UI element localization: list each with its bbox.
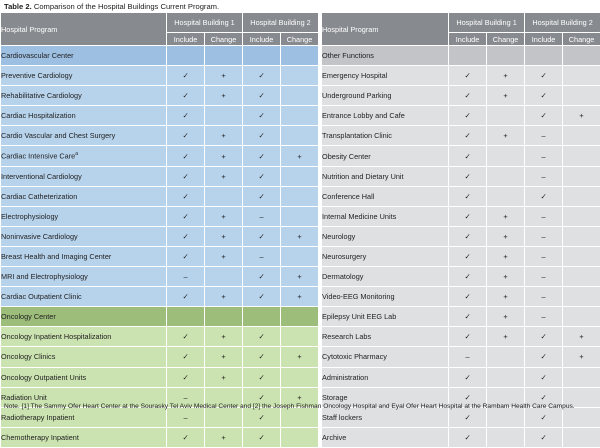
b2-include-cell: ✓ bbox=[243, 66, 281, 86]
program-name bbox=[322, 106, 449, 126]
program-name bbox=[322, 427, 449, 447]
program-label: Dermatology bbox=[322, 272, 363, 281]
b2-change-cell: + bbox=[281, 347, 319, 367]
b1-include-cell: ✓ bbox=[167, 226, 205, 246]
b1-include-cell: ✓ bbox=[167, 367, 205, 387]
b1-change-cell: + bbox=[487, 307, 525, 327]
program-name bbox=[322, 287, 449, 307]
program-label: Internal Medicine Units bbox=[322, 212, 396, 221]
program-name bbox=[322, 307, 449, 327]
b1-change-cell: + bbox=[205, 287, 243, 307]
b2-include-cell: ✓ bbox=[525, 66, 563, 86]
program-label: Video-EEG Monitoring bbox=[322, 292, 394, 301]
program-label: Transplantation Clinic bbox=[322, 131, 392, 140]
b1-change-cell: + bbox=[487, 267, 525, 287]
header-program-left: Hospital Program bbox=[1, 13, 167, 46]
b2-change-cell bbox=[281, 66, 319, 86]
table-row bbox=[1, 106, 600, 126]
header-include: Include bbox=[525, 33, 563, 46]
program-name bbox=[322, 206, 449, 226]
b2-change-cell bbox=[281, 166, 319, 186]
table-row bbox=[1, 166, 600, 186]
b1-change-cell: + bbox=[487, 327, 525, 347]
b2-change-cell bbox=[281, 186, 319, 206]
b1-change-cell: + bbox=[205, 146, 243, 166]
b2-include-cell: ✓ bbox=[525, 407, 563, 427]
b2-change-cell: + bbox=[563, 347, 600, 367]
header-building-2-right: Hospital Building 2 bbox=[525, 13, 600, 33]
b1-include-cell: ✓ bbox=[449, 86, 487, 106]
b1-include-cell: ✓ bbox=[449, 307, 487, 327]
b2-change-cell bbox=[563, 307, 600, 327]
section-heading bbox=[322, 46, 449, 66]
table-row bbox=[1, 427, 600, 447]
b1-include-cell: ✓ bbox=[449, 246, 487, 266]
program-label: Oncology Inpatient Hospitalization bbox=[1, 332, 111, 341]
table-label: Table 2. bbox=[4, 2, 32, 11]
program-name bbox=[1, 126, 167, 146]
b2-change-cell: + bbox=[281, 146, 319, 166]
table-row bbox=[1, 327, 600, 347]
b2-change-cell: + bbox=[281, 387, 319, 407]
program-label: Other Functions bbox=[322, 51, 374, 60]
b1-include-cell bbox=[449, 46, 487, 66]
header-building-1-left: Hospital Building 1 bbox=[167, 13, 243, 33]
program-label: Research Labs bbox=[322, 332, 371, 341]
b2-change-cell bbox=[281, 126, 319, 146]
program-name bbox=[1, 246, 167, 266]
program-label: Electrophysiology bbox=[1, 212, 58, 221]
header-include: Include bbox=[243, 33, 281, 46]
b2-include-cell: – bbox=[525, 226, 563, 246]
b2-include-cell: ✓ bbox=[243, 126, 281, 146]
program-name bbox=[322, 86, 449, 106]
b1-change-cell bbox=[205, 307, 243, 327]
program-name bbox=[1, 347, 167, 367]
program-label: Interventional Cardiology bbox=[1, 172, 82, 181]
table-note: Note. [1] The Sammy Ofer Heart Center at the Sourasky Tel Aviv Medical Center and [2] the Joseph Fishman Oncology Hospital and Eyal Ofer Heart Hospital at the Rambam Health Care Campus. bbox=[4, 402, 594, 411]
program-name bbox=[322, 166, 449, 186]
b1-include-cell: ✓ bbox=[167, 146, 205, 166]
program-label: Cardiac Intensive Care bbox=[1, 152, 75, 161]
program-name bbox=[1, 186, 167, 206]
program-label: Entrance Lobby and Cafe bbox=[322, 111, 405, 120]
b2-include-cell: ✓ bbox=[525, 427, 563, 447]
b2-change-cell bbox=[563, 126, 600, 146]
b2-change-cell bbox=[563, 226, 600, 246]
program-name bbox=[1, 226, 167, 246]
b1-include-cell: ✓ bbox=[449, 126, 487, 146]
table-row bbox=[1, 66, 600, 86]
b2-change-cell bbox=[563, 186, 600, 206]
b1-include-cell: ✓ bbox=[449, 66, 487, 86]
b1-change-cell bbox=[487, 186, 525, 206]
b2-change-cell bbox=[281, 206, 319, 226]
b1-change-cell: + bbox=[205, 86, 243, 106]
b1-change-cell: + bbox=[205, 66, 243, 86]
program-name bbox=[1, 287, 167, 307]
b1-include-cell: ✓ bbox=[449, 166, 487, 186]
program-label: Cardiac Catheterization bbox=[1, 192, 77, 201]
b2-change-cell bbox=[281, 327, 319, 347]
b1-include-cell: ✓ bbox=[167, 427, 205, 447]
b1-include-cell: ✓ bbox=[449, 387, 487, 407]
b1-change-cell: + bbox=[205, 206, 243, 226]
header-include: Include bbox=[449, 33, 487, 46]
table-row bbox=[1, 46, 600, 66]
b1-change-cell bbox=[487, 427, 525, 447]
program-name bbox=[1, 206, 167, 226]
b2-change-cell: + bbox=[563, 327, 600, 347]
b1-change-cell bbox=[487, 166, 525, 186]
program-name bbox=[322, 146, 449, 166]
b2-change-cell bbox=[281, 427, 319, 447]
header-change: Change bbox=[205, 33, 243, 46]
program-label: Oncology Center bbox=[1, 312, 56, 321]
b1-include-cell: ✓ bbox=[449, 327, 487, 347]
program-name bbox=[1, 267, 167, 287]
b2-include-cell: – bbox=[525, 126, 563, 146]
program-name bbox=[1, 427, 167, 447]
b2-include-cell bbox=[243, 307, 281, 327]
program-label: Nutrition and Dietary Unit bbox=[322, 172, 404, 181]
b1-include-cell: ✓ bbox=[449, 226, 487, 246]
b2-include-cell: ✓ bbox=[525, 327, 563, 347]
b1-change-cell: + bbox=[205, 367, 243, 387]
b2-change-cell bbox=[563, 287, 600, 307]
b2-change-cell bbox=[563, 367, 600, 387]
b2-include-cell: – bbox=[243, 246, 281, 266]
b1-change-cell: + bbox=[487, 86, 525, 106]
b2-include-cell: ✓ bbox=[243, 387, 281, 407]
table-row bbox=[1, 126, 600, 146]
b2-change-cell: + bbox=[281, 287, 319, 307]
b2-include-cell bbox=[525, 46, 563, 66]
b2-change-cell bbox=[563, 66, 600, 86]
b1-change-cell: + bbox=[487, 246, 525, 266]
program-label: Cardio Vascular and Chest Surgery bbox=[1, 131, 115, 140]
b1-include-cell: ✓ bbox=[449, 267, 487, 287]
b2-include-cell: – bbox=[525, 146, 563, 166]
b1-include-cell: ✓ bbox=[167, 347, 205, 367]
b2-include-cell: ✓ bbox=[243, 327, 281, 347]
header-change: Change bbox=[487, 33, 525, 46]
b2-include-cell: ✓ bbox=[525, 106, 563, 126]
b2-include-cell: ✓ bbox=[243, 347, 281, 367]
program-label: Underground Parking bbox=[322, 91, 391, 100]
header-row bbox=[1, 13, 600, 33]
program-label: Staff lockers bbox=[322, 413, 362, 422]
b1-change-cell: + bbox=[487, 287, 525, 307]
b2-change-cell bbox=[281, 46, 319, 66]
b2-include-cell: – bbox=[525, 287, 563, 307]
b2-change-cell bbox=[563, 246, 600, 266]
program-label: Oncology Clinics bbox=[1, 352, 55, 361]
table-row bbox=[1, 267, 600, 287]
table-title: Comparison of the Hospital Buildings Current Program. bbox=[32, 2, 219, 11]
b1-include-cell: ✓ bbox=[167, 327, 205, 347]
b1-include-cell: ✓ bbox=[167, 246, 205, 266]
header-change: Change bbox=[563, 33, 600, 46]
b2-include-cell: – bbox=[525, 166, 563, 186]
b1-include-cell: – bbox=[167, 407, 205, 427]
b1-change-cell: + bbox=[205, 166, 243, 186]
b1-include-cell: ✓ bbox=[167, 206, 205, 226]
table-caption bbox=[4, 2, 219, 11]
program-label: Cytotoxic Pharmacy bbox=[322, 352, 387, 361]
b2-include-cell: – bbox=[525, 246, 563, 266]
program-name bbox=[1, 327, 167, 347]
program-name bbox=[322, 347, 449, 367]
b1-include-cell bbox=[167, 307, 205, 327]
b1-include-cell: ✓ bbox=[449, 186, 487, 206]
b2-change-cell bbox=[563, 146, 600, 166]
header-change: Change bbox=[281, 33, 319, 46]
b1-change-cell: + bbox=[205, 347, 243, 367]
b2-include-cell: – bbox=[525, 307, 563, 327]
table-row bbox=[1, 226, 600, 246]
program-label: Epilepsy Unit EEG Lab bbox=[322, 312, 396, 321]
b1-change-cell bbox=[205, 106, 243, 126]
b1-change-cell bbox=[205, 186, 243, 206]
b2-change-cell: + bbox=[281, 267, 319, 287]
b1-include-cell: ✓ bbox=[167, 86, 205, 106]
b1-include-cell: ✓ bbox=[449, 407, 487, 427]
table-row bbox=[1, 186, 600, 206]
footnote-marker: a bbox=[75, 151, 78, 157]
table-row bbox=[1, 246, 600, 266]
b1-change-cell: + bbox=[487, 226, 525, 246]
program-label: Rehabilitative Cardiology bbox=[1, 91, 82, 100]
b2-change-cell: + bbox=[281, 226, 319, 246]
b2-change-cell bbox=[563, 206, 600, 226]
program-label: Radiation Unit bbox=[1, 393, 47, 402]
b2-include-cell: ✓ bbox=[243, 427, 281, 447]
b1-change-cell: + bbox=[205, 126, 243, 146]
b2-change-cell bbox=[563, 86, 600, 106]
b1-change-cell bbox=[487, 347, 525, 367]
b2-include-cell: ✓ bbox=[243, 186, 281, 206]
program-name bbox=[322, 126, 449, 146]
b2-change-cell bbox=[281, 367, 319, 387]
program-label: Oncology Outpatient Units bbox=[1, 373, 86, 382]
b1-include-cell: ✓ bbox=[449, 206, 487, 226]
table-row bbox=[1, 347, 600, 367]
program-label: Archive bbox=[322, 433, 346, 442]
table-body bbox=[1, 13, 600, 448]
program-name bbox=[322, 66, 449, 86]
b2-include-cell: ✓ bbox=[243, 146, 281, 166]
b1-change-cell: + bbox=[487, 66, 525, 86]
table-row bbox=[1, 287, 600, 307]
b1-include-cell: ✓ bbox=[167, 186, 205, 206]
b1-include-cell: ✓ bbox=[449, 367, 487, 387]
program-label: Obesity Center bbox=[322, 152, 371, 161]
b1-change-cell bbox=[487, 106, 525, 126]
program-label: MRI and Electrophysiology bbox=[1, 272, 88, 281]
program-label: Cardiovascular Center bbox=[1, 51, 74, 60]
program-label: Conference Hall bbox=[322, 192, 374, 201]
b2-change-cell bbox=[563, 427, 600, 447]
table-row bbox=[1, 367, 600, 387]
table-row bbox=[1, 86, 600, 106]
program-name bbox=[1, 166, 167, 186]
b1-change-cell: + bbox=[205, 226, 243, 246]
header-building-1-right: Hospital Building 1 bbox=[449, 13, 525, 33]
b2-include-cell: ✓ bbox=[525, 186, 563, 206]
b2-include-cell: ✓ bbox=[525, 347, 563, 367]
b1-include-cell: ✓ bbox=[449, 427, 487, 447]
program-label: Neurology bbox=[322, 232, 355, 241]
b1-include-cell: – bbox=[167, 267, 205, 287]
b2-change-cell bbox=[563, 46, 600, 66]
program-label: Emergency Hospital bbox=[322, 71, 387, 80]
b1-include-cell: ✓ bbox=[167, 126, 205, 146]
b1-change-cell bbox=[205, 46, 243, 66]
b2-change-cell: + bbox=[563, 106, 600, 126]
b2-change-cell bbox=[281, 106, 319, 126]
program-name bbox=[322, 246, 449, 266]
program-label: Cardiac Outpatient Clinic bbox=[1, 292, 82, 301]
program-name bbox=[322, 327, 449, 347]
header-building-2-left: Hospital Building 2 bbox=[243, 13, 319, 33]
program-name bbox=[1, 367, 167, 387]
program-label: Cardiac Hospitalization bbox=[1, 111, 76, 120]
program-label: Radiotherapy Inpatient bbox=[1, 413, 74, 422]
comparison-table bbox=[0, 12, 600, 448]
b1-include-cell: ✓ bbox=[449, 106, 487, 126]
b2-include-cell: ✓ bbox=[243, 86, 281, 106]
b2-include-cell: ✓ bbox=[243, 226, 281, 246]
b1-include-cell: ✓ bbox=[167, 66, 205, 86]
b2-include-cell: ✓ bbox=[243, 367, 281, 387]
b2-include-cell: – bbox=[525, 206, 563, 226]
program-name bbox=[1, 146, 167, 166]
b2-change-cell bbox=[563, 267, 600, 287]
program-label: Chemotherapy Inpatient bbox=[1, 433, 79, 442]
b2-include-cell: – bbox=[525, 267, 563, 287]
table-row bbox=[1, 146, 600, 166]
b2-include-cell: ✓ bbox=[243, 267, 281, 287]
b1-include-cell: ✓ bbox=[167, 287, 205, 307]
b2-include-cell: ✓ bbox=[243, 166, 281, 186]
program-name bbox=[322, 367, 449, 387]
b1-include-cell: ✓ bbox=[449, 287, 487, 307]
program-name bbox=[1, 66, 167, 86]
b2-change-cell bbox=[281, 307, 319, 327]
program-label: Preventive Cardiology bbox=[1, 71, 72, 80]
section-heading bbox=[1, 307, 167, 327]
b1-change-cell bbox=[487, 46, 525, 66]
header-program-right: Hospital Program bbox=[322, 13, 449, 46]
b1-change-cell bbox=[487, 367, 525, 387]
b2-include-cell: ✓ bbox=[525, 367, 563, 387]
program-name bbox=[322, 226, 449, 246]
b2-include-cell: ✓ bbox=[243, 407, 281, 427]
b1-change-cell bbox=[205, 267, 243, 287]
program-name bbox=[322, 186, 449, 206]
b1-include-cell: ✓ bbox=[167, 166, 205, 186]
table-row bbox=[1, 307, 600, 327]
b2-include-cell: ✓ bbox=[243, 287, 281, 307]
program-name bbox=[322, 267, 449, 287]
program-name bbox=[1, 86, 167, 106]
b1-include-cell: ✓ bbox=[449, 146, 487, 166]
b1-include-cell: – bbox=[449, 347, 487, 367]
program-label: Administration bbox=[322, 373, 368, 382]
b2-include-cell: ✓ bbox=[525, 86, 563, 106]
b2-change-cell bbox=[281, 246, 319, 266]
b2-include-cell bbox=[243, 46, 281, 66]
b1-change-cell: + bbox=[487, 206, 525, 226]
b2-change-cell bbox=[281, 86, 319, 106]
program-label: Neurosurgery bbox=[322, 252, 366, 261]
b2-include-cell: – bbox=[243, 206, 281, 226]
header-include: Include bbox=[167, 33, 205, 46]
b1-change-cell: + bbox=[205, 246, 243, 266]
b1-change-cell: + bbox=[205, 327, 243, 347]
program-label: Storage bbox=[322, 393, 348, 402]
section-heading bbox=[1, 46, 167, 66]
b2-include-cell: ✓ bbox=[525, 387, 563, 407]
program-label: Noninvasive Cardiology bbox=[1, 232, 78, 241]
b1-include-cell: ✓ bbox=[167, 106, 205, 126]
b1-change-cell: + bbox=[205, 427, 243, 447]
b1-change-cell bbox=[487, 146, 525, 166]
b2-change-cell bbox=[563, 166, 600, 186]
table-row bbox=[1, 206, 600, 226]
program-label: Breast Health and Imaging Center bbox=[1, 252, 111, 261]
b1-include-cell: – bbox=[167, 387, 205, 407]
b2-include-cell: ✓ bbox=[243, 106, 281, 126]
program-name bbox=[1, 106, 167, 126]
b1-include-cell bbox=[167, 46, 205, 66]
b1-change-cell: + bbox=[487, 126, 525, 146]
